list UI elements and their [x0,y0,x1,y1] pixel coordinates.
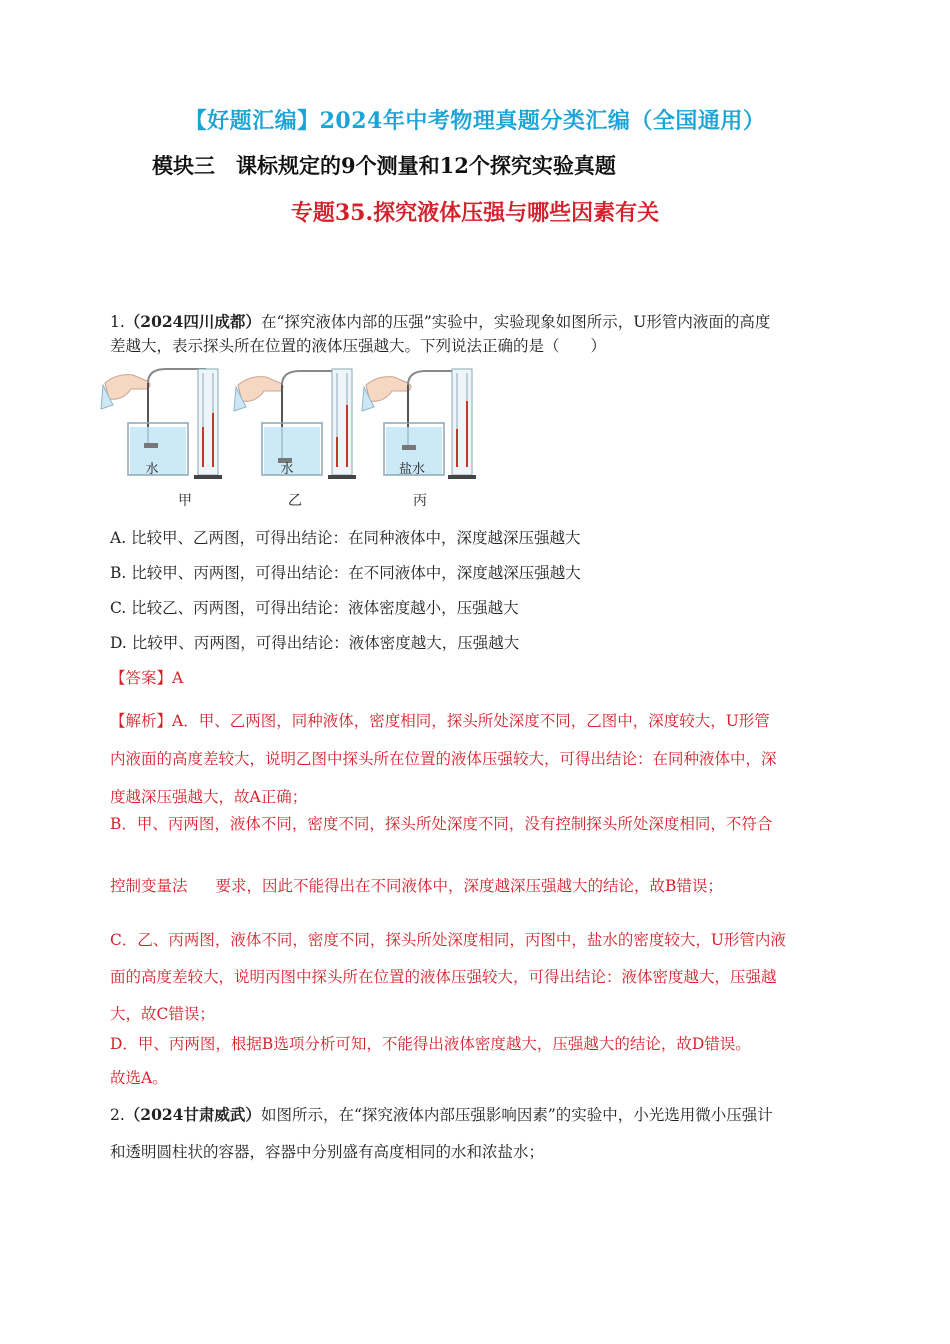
q1-stem-text: 在“探究液体内部的压强”实验中，实验现象如图所示，U形管内液面的高度 [260,313,771,331]
setup-jia [101,369,222,509]
analysis-line-2: 内液面的高度差较大，说明乙图中探头所在位置的液体压强较大，可得出结论：在同种液体中，深 [110,750,777,768]
setup-bing [362,369,476,509]
module-title: 模块三 课标规定的9个测量和12个探究实验真题 [152,153,616,178]
liquid-label-yi: 水 [280,461,294,476]
q2-stem-text: 如图所示，在“探究液体内部压强影响因素”的实验中，小光选用微小压强计 [260,1106,773,1124]
analysis-line-1: A．甲、乙两图，同种液体，密度相同，探头所处深度不同，乙图中，深度较大，U形管 [172,712,770,730]
fig-label-yi: 乙 [288,493,302,509]
q1-option-b: B. 比较甲、丙两图，可得出结论：在不同液体中，深度越深压强越大 [110,564,581,582]
analysis-line-9: D．甲、丙两图，根据B选项分析可知，不能得出液体密度越大，压强越大的结论，故D错误。 [110,1035,751,1053]
q1-number: 1. [110,313,125,331]
liquid-label-jia: 水 [145,461,159,476]
q1-stem-line1 [110,309,845,335]
document-title: 【好题汇编】2024年中考物理真题分类汇编（全国通用） [184,108,766,134]
q1-source: （2024四川成都） [124,312,261,331]
analysis-line-7: 面的高度差较大，说明丙图中探头所在位置的液体压强较大，可得出结论：液体密度越大，压强越 [110,968,777,986]
analysis-line-4: B．甲、丙两图，液体不同，密度不同，探头所处深度不同，没有控制探头所处深度相同，不符合 [110,815,773,833]
q1-answer [110,666,845,691]
q1-option-a: A. 比较甲、乙两图，可得出结论：在同种液体中，深度越深压强越大 [110,529,581,547]
q2-number: 2. [110,1106,125,1124]
q1-option-d: D. 比较甲、丙两图，可得出结论：液体密度越大，压强越大 [110,634,520,652]
q2-stem-line1 [110,1102,845,1128]
fig-label-jia: 甲 [178,493,192,509]
analysis-line-5a: 控制变量法 [110,877,188,895]
analysis-line-5 [110,874,845,899]
answer-value: A [172,669,184,687]
q1-experiment-figure [100,365,500,515]
analysis-line-5b: 要求，因此不能得出在不同液体中，深度越深压强越大的结论，故B错误； [215,877,723,895]
q1-analysis-a [110,702,845,816]
analysis-line-10: 故选A。 [110,1069,168,1087]
analysis-line-3: 度越深压强越大，故A正确； [110,788,308,806]
analysis-line-6: C．乙、丙两图，液体不同，密度不同，探头所处深度相同，丙图中，盐水的密度较大，U形管内液 [110,931,786,949]
q2-stem-line2: 和透明圆柱状的容器，容器中分别盛有高度相同的水和浓盐水； [110,1143,545,1161]
analysis-tag: 【解析】 [110,712,173,730]
liquid-label-bing: 盐水 [398,461,426,476]
analysis-line-8: 大，故C错误； [110,1005,215,1023]
q1-analysis-c [110,922,845,1033]
q1-stem-line2: 差越大，表示探头所在位置的液体压强越大。下列说法正确的是（ ） [110,337,607,355]
topic-title: 专题35.探究液体压强与哪些因素有关 [290,200,660,226]
fig-label-bing: 丙 [413,493,427,509]
setup-yi [234,369,356,509]
q2-source: （2024甘肃威武） [124,1105,261,1124]
q1-option-c: C. 比较乙、丙两图，可得出结论：液体密度越小，压强越大 [110,599,519,617]
answer-tag: 【答案】 [110,669,173,687]
